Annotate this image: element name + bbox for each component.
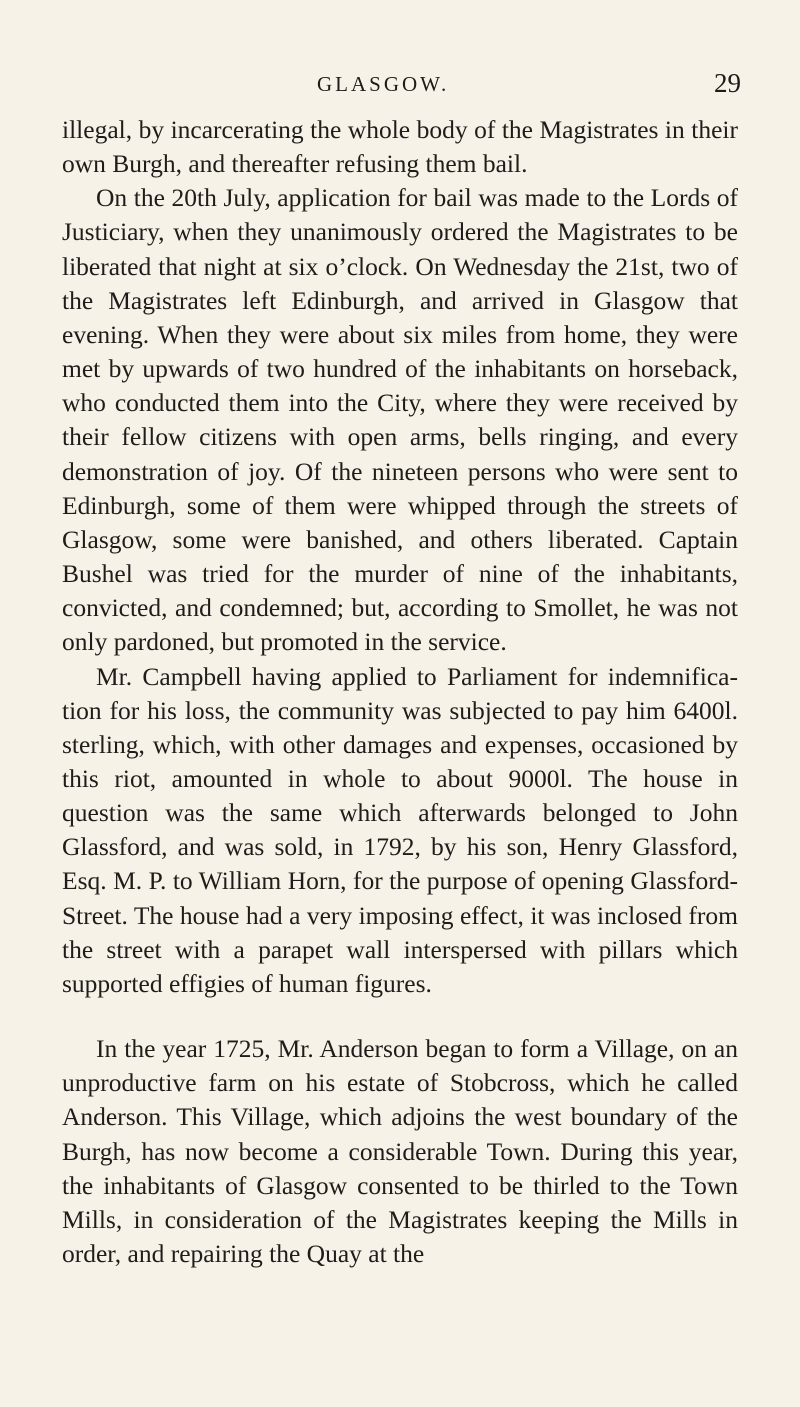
paragraph-indemnification: Mr. Campbell having applied to Parliament for indemnification for his loss, the community was subjected to pay him 6400l. sterling, which, with other damages and expenses, occasioned by this riot, amounted in whole to about 9000l. The house in question was the same which afterwards belonged to John Glassford, and was sold, in 1792, by his son, Henry Glassford, Esq. M. P. to William Horn, for the purpose of opening Glassford-Street. The house had a very imposing effect, it was inclosed from the street with a parapet wall interspersed with pillars which supported effigies of human figures. [62,661,738,998]
paragraph-continuation: illegal, by incarcerating the whole body of the Magistrates in their own Burgh, and thereafter refusing them bail. [62,115,738,179]
paragraph-bail-release: On the 20th July, application for bail was made to the Lords of Justiciary, when they unanimously ordered the Magistrates to be liberated that night at six o’clock. On Wednesday the 21st, two of the Magistrates left Edinburgh, and arrived in Glasgow that evening. When they were about six miles from home, they were met by upwards of two hundred of the inhabitants on horseback, who conducted them into the City, where they were received by their fellow citizens with open arms, bells ringing, and every demonstration of joy. Of the nineteen persons who were sent to Edinburgh, some of them were whipped through the streets of Glasgow, some were banished, and others liberated. Captain Bushel was tried for the murder of nine of the inhabitants, convicted, and condemned; but, according to Smollet, he was not only pardoned, but promoted in the service. [62,183,738,657]
running-title: GLASGOW. [317,72,450,96]
paragraph-anderson-village: In the year 1725, Mr. Anderson began to form a Village, on an unproductive farm on his estate of Stobcross, which he called Anderson. This Village, which adjoins the west boundary of the Burgh, has now become a considerable Town. During this year, the inhabitants of Glasgow consented to be thirled to the Town Mills, in consideration of the Magistrates keeping the Mills in order, and repairing the Quay at the [62,1034,738,1268]
running-head [95,66,755,106]
page-number: 29 [714,68,741,98]
body-text [62,113,738,1271]
